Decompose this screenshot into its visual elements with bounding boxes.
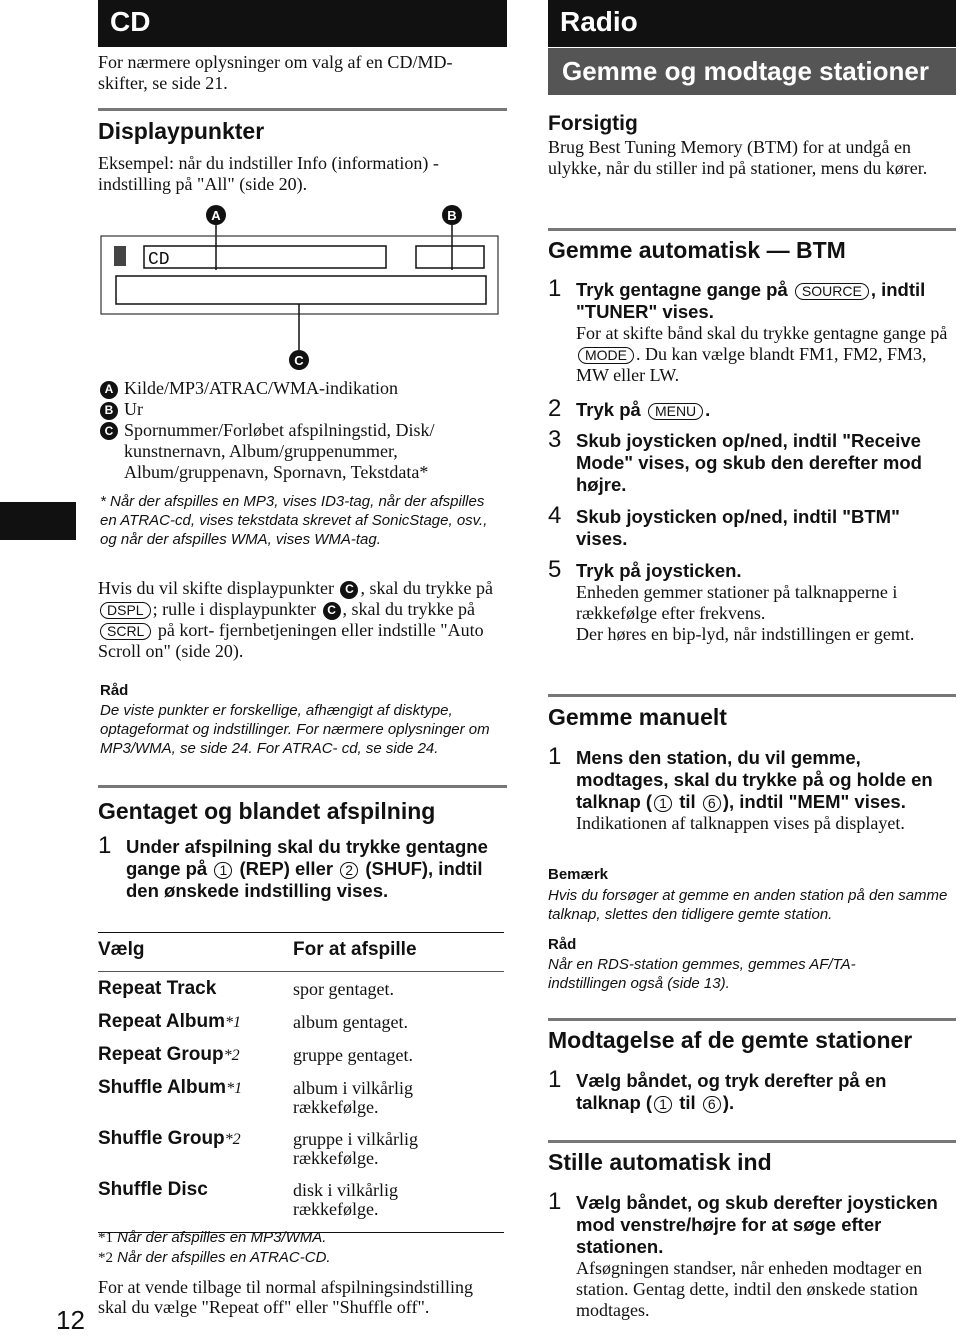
key-1: 1 [214,862,232,879]
row-desc: gruppe i vilkårlig rækkefølge. [293,1129,418,1168]
row-mark: *1 [226,1080,243,1097]
radio-subtitle: Gemme og modtage stationer [562,56,929,86]
step-3: Skub joysticken op/ned, indtil "Receive Mode" vises, og skub den derefter mod højre. [576,430,922,495]
repeat-heading: Gentaget og blandet afspilning [98,798,436,824]
row-desc: album gentaget. [293,1012,408,1032]
table-row [98,1077,504,1128]
row-select: Shuffle Group [98,1128,225,1149]
autotune-heading: Stille automatisk ind [548,1149,772,1175]
radio-section-title: Radio [560,6,638,37]
step-number: 4 [548,502,562,529]
step-text: Tryk på joysticken. [576,560,742,581]
row-desc: spor gentaget. [293,979,394,999]
legend-text: Ur [124,399,143,419]
step-2 [576,399,710,421]
step-text: Vælg båndet, og skub derefter joysticken mod venstre/højre for at søge efter stationen. [576,1192,938,1257]
divider [548,228,956,231]
legend-mark: A [100,381,118,399]
step-text: . [705,399,711,420]
step-text: , indtil "TUNER" vises. [576,279,926,322]
legend-item [100,399,495,420]
table-row [98,1128,504,1179]
dspl-key: DSPL [100,602,151,619]
divider [548,1018,956,1021]
step-text [126,836,501,902]
step-text: ). [722,1092,735,1113]
table-row [98,1044,504,1077]
display-example: Eksempel: når du indstiller Info (information) - indstilling på "All" (side 20). [98,153,439,194]
row-select: Repeat Album [98,1011,226,1032]
key-6: 6 [703,1096,721,1113]
legend-text: Kilde/MP3/ATRAC/WMA-indikation [124,378,398,398]
caution-text: Brug Best Tuning Memory (BTM) for at undgå en ulykke, når du stiller ind på stationer, mens du kører. [548,137,928,178]
change-text-5: på kort- fjernbetjeningen eller indstille "Auto Scroll on" (side 20). [98,620,484,661]
step-number: 1 [548,275,562,302]
change-text-2: , skal du trykke på [360,578,493,598]
cd-intro: For nærmere oplysninger om valg af en CD/MD-skifter, se side 21. [98,52,453,93]
step-text-c: (SHUF), indtil den ønskede indstilling vises. [126,858,483,901]
step-detail: Afsøgningen standser, når enheden modtager en station. Gentag dette, indtil den ønskede station modtages. [576,1258,923,1320]
receive-step-1 [576,1070,951,1114]
table-header-select: Vælg [98,939,145,960]
step-text: til [679,1092,696,1113]
step-number: 1 [98,832,112,859]
step-4: Skub joysticken op/ned, indtil "BTM" vises. [576,506,900,549]
callout-c-ref: C [323,602,341,620]
step-number: 1 [548,1188,562,1215]
note-label: Bemærk [548,866,609,883]
step-detail: Indikationen af talknappen vises på displayet. [576,813,905,833]
caution-label: Forsigtig [548,112,638,135]
tip-label: Råd [100,682,129,699]
table-header-play: For at afspille [293,939,417,960]
legend-text: Spornummer/Forløbet afspilningstid, Disk/ kunstnernavn, Album/gruppenummer, Album/gruppenavn, Spornavn, Tekstdata* [124,420,435,482]
radio-section-header [548,0,956,47]
callout-b-label: B [447,208,457,223]
legend-item [100,378,495,399]
callout-a-label: A [211,208,221,223]
scrl-key: SCRL [100,623,151,640]
step-text: ), indtil "MEM" vises. [722,791,906,812]
autotune-step-1 [576,1192,956,1321]
step-number: 1 [548,743,562,770]
step-5 [576,560,956,645]
menu-key: MENU [648,403,703,420]
key-1: 1 [654,795,672,812]
legend-mark: C [100,422,118,440]
key-6: 6 [703,795,721,812]
receive-heading: Modtagelse af de gemte stationer [548,1027,913,1053]
row-desc: gruppe gentaget. [293,1045,413,1065]
callout-c-ref: C [340,581,358,599]
radio-subtitle-bar [548,48,956,95]
row-desc: album i vilkårlig rækkefølge. [293,1078,413,1117]
table-row [98,1179,504,1229]
row-select: Repeat Group [98,1044,224,1065]
display-screen-text: CD [148,250,170,270]
cd-section-title: CD [110,6,151,37]
change-text-1: Hvis du vil skifte displaypunkter [98,578,334,598]
repeat-table [98,932,504,1233]
manual-step-1 [576,747,956,834]
step-1 [576,279,956,386]
key-2: 2 [340,862,358,879]
row-mark: *2 [223,1047,240,1064]
source-key: SOURCE [795,283,869,300]
divider [98,785,507,788]
step-number: 1 [548,1066,562,1093]
step-text: Tryk gentagne gange på [576,279,788,300]
step-number: 5 [548,556,562,583]
footnote-2 [98,1248,498,1268]
manual-heading: Gemme manuelt [548,704,727,730]
key-1: 1 [654,1096,672,1113]
display-footnote: * Når der afspilles en MP3, vises ID3-tag, når der afspilles en ATRAC-cd, vises tekstdata skrevet af SonicStage, osv., og når der afspilles WMA, vises WMA-tag. [100,493,488,548]
footnote-mark: *2 [98,1250,113,1266]
tip-text: Når en RDS-station gemmes, gemmes AF/TA- indstillingen også (side 13). [548,956,856,992]
legend-mark: B [100,402,118,420]
legend [100,378,495,483]
step-text-b: (REP) eller [239,858,334,879]
back-to-normal: For at vende tilbage til normal afspilningsindstilling skal du vælge "Repeat off" eller "Shuffle off". [98,1277,473,1317]
step-text: til [679,791,696,812]
change-text-3: ; rulle i displaypunkter [152,599,317,619]
step-detail: For at skifte bånd skal du trykke gentagne gange på [576,323,948,343]
tip-label: Råd [548,936,577,953]
footnote-1 [98,1228,498,1248]
divider [98,108,507,111]
table-footnotes [98,1228,498,1268]
change-display-text [98,578,498,662]
mode-key: MODE [578,347,634,364]
step-text-a: Under afspilning skal du trykke gentagne gange på [126,836,488,879]
footnote-text: Når der afspilles en ATRAC-CD. [117,1249,331,1266]
table-header [98,933,504,967]
divider [548,1140,956,1143]
step-text: Tryk på [576,399,641,420]
row-mark: *2 [224,1131,241,1148]
row-select: Shuffle Album [98,1077,227,1098]
auto-heading: Gemme automatisk — BTM [548,237,846,263]
step-text: Vælg båndet, og tryk derefter på en talknap ( [576,1070,887,1113]
tip-text: De viste punkter er forskellige, afhængigt af disktype, optageformat og indstillinger. For nærmere oplysninger om MP3/WMA, se side 24. For ATRAC- cd, se side 24. [100,702,490,757]
footnote-mark: *1 [98,1230,113,1246]
row-mark: *1 [225,1014,242,1031]
display-diagram [100,200,500,375]
row-select: Shuffle Disc [98,1179,208,1200]
step-number: 3 [548,426,562,453]
step-detail: . Du kan vælge blandt FM1, FM2, FM3, MW eller LW. [576,344,927,385]
page-number: 12 [56,1305,85,1335]
table-row [98,1011,504,1044]
change-text-4: , skal du trykke på [342,599,476,619]
display-heading: Displaypunkter [98,118,265,144]
step-number: 2 [548,395,562,422]
table-row [98,978,504,1011]
legend-item [100,420,495,483]
callout-c-label: C [294,353,304,368]
side-tab [0,502,76,540]
row-desc: disk i vilkårlig rækkefølge. [293,1180,398,1219]
divider [548,694,956,697]
note-text: Hvis du forsøger at gemme en anden station på den samme talknap, slettes den tidligere gemte station. [548,887,948,923]
step-detail: Der høres en bip-lyd, når indstillingen er gemt. [576,624,915,644]
row-select: Repeat Track [98,978,217,999]
step-text: Mens den station, du vil gemme, modtages, skal du trykke på og holde en talknap ( [576,747,933,812]
footnote-text: Når der afspilles en MP3/WMA. [117,1229,327,1246]
step-detail: Enheden gemmer stationer på talknapperne i rækkefølge efter frekvens. [576,582,898,623]
cd-section-header [98,0,507,47]
